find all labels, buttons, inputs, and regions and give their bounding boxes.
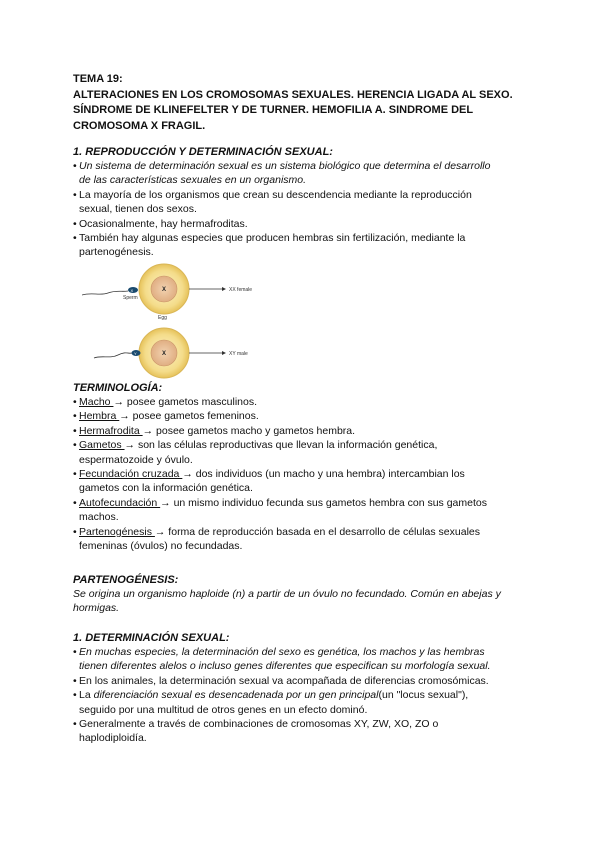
terminology-list	[73, 395, 543, 553]
definition: → posee gametos femeninos.	[119, 410, 259, 423]
bullet-icon: •	[73, 525, 77, 538]
text-line: Generalmente a través de combinaciones de cromosomas XY, ZW, XO, ZO o	[79, 718, 439, 731]
text-line: de las características sexuales en un organismo.	[79, 174, 307, 187]
text-line: tienen diferentes alelos o incluso genes diferentes que especifican su morfología sexual.	[79, 660, 491, 673]
definition: → posee gametos masculinos.	[113, 396, 258, 408]
term: Fecundación cruzada	[79, 468, 183, 481]
result-bottom: XY male	[229, 351, 248, 357]
definition-continued: espermatozoide y óvulo.	[79, 453, 193, 466]
sperm-chromosome-label: Y	[134, 350, 137, 356]
list-item	[73, 525, 543, 554]
result-top: XX female	[229, 287, 253, 293]
bullet-icon: •	[73, 689, 77, 702]
bullet-icon: •	[73, 674, 77, 687]
definition: → forma de reproducción basada en el desarrollo de células sexuales	[154, 525, 480, 538]
bullet-icon: •	[73, 439, 77, 452]
section-heading-partenogenesis: PARTENOGÉNESIS:	[73, 574, 179, 586]
term: Gametos	[79, 439, 125, 452]
sperm-tail-bottom	[94, 353, 132, 358]
bullet-icon: •	[73, 468, 77, 481]
list-item	[73, 231, 543, 260]
title-line: ALTERACIONES EN LOS CROMOSOMAS SEXUALES. HERENCIA LIGADA AL SEXO.	[73, 88, 513, 101]
definition: → un mismo individuo fecunda sus gametos hembra con sus gametos	[160, 496, 487, 509]
text-line: Un sistema de determinación sexual es un sistema biológico que determina el desarrollo	[79, 160, 491, 172]
egg-cell-bottom	[139, 328, 189, 378]
text-line: También hay algunas especies que producen hembras sin fertilización, mediante la	[79, 232, 466, 245]
section-heading-determinacion: 1. DETERMINACIÓN SEXUAL:	[73, 632, 230, 644]
text-line: En los animales, la determinación sexual va acompañada de diferencias cromosómicas.	[79, 674, 489, 687]
egg-chromosome-label: X	[162, 351, 167, 357]
list-item	[73, 496, 543, 525]
bullet-icon: •	[73, 424, 77, 437]
sperm-caption: Sperm	[123, 295, 138, 301]
list-item	[73, 674, 543, 688]
definition-continued: femeninas (óvulos) no fecundadas.	[79, 540, 243, 553]
title-line: SÍNDROME DE KLINEFELTER Y DE TURNER. HEMOFILIA A. SINDROME DEL	[73, 104, 474, 116]
title-line: TEMA 19:	[73, 73, 123, 85]
text-line: haplodiploidía.	[79, 732, 147, 745]
bullet-icon: •	[73, 396, 77, 408]
section-heading-reproduccion: 1. REPRODUCCIÓN Y DETERMINACIÓN SEXUAL:	[73, 146, 333, 158]
egg-cell-top	[139, 264, 189, 314]
list-item	[73, 188, 543, 217]
list-item	[73, 395, 543, 409]
sperm-tail-top	[82, 291, 128, 295]
definition: → son las células reproductivas que llevan la información genética,	[124, 439, 438, 452]
list-item	[73, 159, 543, 188]
text-line: hormigas.	[73, 602, 120, 615]
definition-continued: machos.	[79, 511, 119, 524]
definition: → posee gametos macho y gametos hembra.	[142, 424, 356, 437]
partenogenesis-paragraph	[73, 587, 533, 616]
list-item	[73, 645, 543, 674]
determinacion-list	[73, 645, 543, 746]
bullet-icon: •	[73, 646, 77, 658]
bullet-icon: •	[73, 160, 77, 172]
text-line: Se origina un organismo haploide (n) a partir de un óvulo no fecundado. Común en abejas y	[73, 588, 501, 600]
section-heading-terminologia: TERMINOLOGÍA:	[73, 382, 163, 394]
page-title	[73, 72, 543, 134]
text-line: Ocasionalmente, hay hermafroditas.	[79, 217, 248, 230]
text-run: diferenciación sexual es desencadenada por un gen principal	[93, 689, 379, 702]
term: Hembra	[79, 410, 120, 423]
text-run: La	[79, 689, 94, 702]
title-line: CROMOSOMA X FRAGIL.	[73, 119, 206, 132]
list-item	[73, 688, 543, 717]
text-line: En muchas especies, la determinación del sexo es genética, los machos y las hembras	[79, 646, 485, 658]
sperm-chromosome-label: X	[130, 287, 134, 293]
list-item	[73, 409, 543, 423]
list-item	[73, 438, 543, 467]
text-line: partenogénesis.	[79, 246, 154, 259]
term: Hermafrodita	[79, 424, 143, 437]
bullet-icon: •	[73, 232, 77, 245]
text-run: (un "locus sexual"),	[378, 689, 469, 702]
fertilization-figure	[82, 262, 282, 380]
arrow-head-icon	[222, 287, 226, 291]
bullet-icon: •	[73, 410, 77, 423]
egg-caption: Egg	[158, 315, 167, 321]
term: Macho	[79, 396, 114, 408]
reproduccion-list	[73, 159, 543, 260]
text-line: La mayoría de los organismos que crean su descendencia mediante la reproducción	[79, 188, 472, 201]
bullet-icon: •	[73, 188, 77, 201]
term: Partenogénesis	[79, 525, 155, 538]
text-line: sexual, tienen dos sexos.	[79, 203, 197, 216]
list-item	[73, 424, 543, 438]
egg-chromosome-label: X	[162, 287, 167, 293]
bullet-icon: •	[73, 496, 77, 509]
list-item	[73, 217, 543, 231]
text-line: seguido por una multitud de otros genes en un efecto dominó.	[79, 703, 368, 716]
term: Autofecundación	[79, 496, 161, 509]
list-item	[73, 467, 543, 496]
list-item	[73, 717, 543, 746]
arrow-head-icon	[222, 351, 226, 355]
definition: → dos individuos (un macho y una hembra) intercambian los	[182, 468, 465, 481]
definition-continued: gametos con la información genética.	[79, 482, 253, 495]
bullet-icon: •	[73, 718, 77, 731]
bullet-icon: •	[73, 217, 77, 230]
